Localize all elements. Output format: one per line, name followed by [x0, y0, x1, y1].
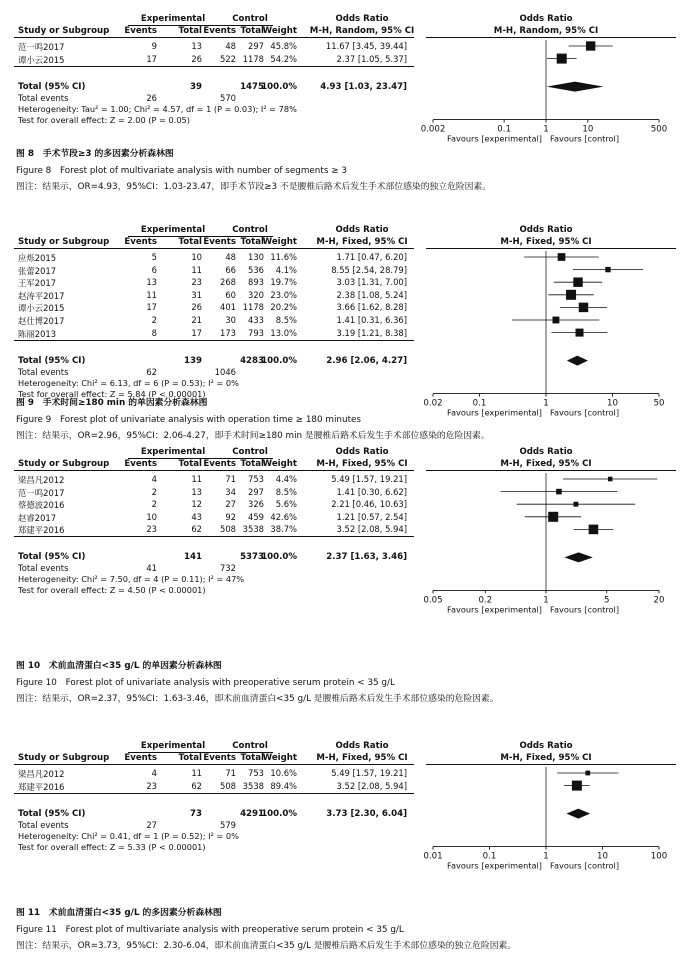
- experimental-events: 23: [146, 524, 157, 535]
- control-total: 1178: [242, 302, 264, 313]
- study-or-ci: 3.03 [1.31, 7.00]: [336, 277, 407, 288]
- control-grand-total: 4291: [240, 808, 264, 819]
- study-weight: 5.6%: [275, 499, 297, 510]
- total-weight: 100.0%: [261, 808, 297, 819]
- experimental-total-events: 41: [146, 563, 157, 574]
- odds-ratio-header: Odds Ratio: [335, 741, 389, 751]
- experimental-events: 5: [151, 252, 157, 262]
- control-total-header: Total: [240, 753, 264, 763]
- control-events: 92: [225, 511, 236, 522]
- total-label: Total (95% CI): [18, 81, 86, 92]
- study-marker: [572, 781, 582, 791]
- control-total-events: 570: [220, 92, 236, 103]
- figure-caption-cn: 图 11 术前血清蛋白<35 g/L 的多因素分析森林图: [16, 908, 222, 918]
- study-or-ci: 3.52 [2.08, 5.94]: [336, 524, 407, 535]
- x-tick-label: 0.1: [497, 124, 511, 135]
- heterogeneity-text: Heterogeneity: Chi² = 7.50, df = 4 (P = 0.11); I² = 47%: [18, 574, 245, 585]
- experimental-total: 13: [191, 486, 202, 497]
- study-or-ci: 1.21 [0.57, 2.54]: [336, 511, 407, 522]
- weight-header: Weight: [262, 459, 297, 469]
- total-weight: 100.0%: [261, 81, 297, 92]
- control-events: 173: [220, 327, 236, 338]
- total-events-label: Total events: [18, 92, 69, 103]
- control-grand-total: 5373: [240, 552, 264, 563]
- control-total: 893: [248, 277, 264, 288]
- method-header: M-H, Fixed, 95% CI: [316, 459, 408, 469]
- control-events: 508: [220, 780, 236, 791]
- x-tick-label: 500: [650, 124, 668, 135]
- forest-plot: [0, 447, 700, 647]
- method-header: M-H, Fixed, 95% CI: [316, 753, 408, 763]
- x-tick-label: 10: [597, 851, 608, 862]
- study-or-ci: 3.19 [1.21, 8.38]: [336, 327, 407, 338]
- total-weight: 100.0%: [261, 355, 297, 366]
- study-weight: 38.7%: [270, 524, 297, 535]
- control-total: 1178: [242, 53, 264, 64]
- study-marker: [573, 277, 582, 286]
- control-events: 71: [225, 474, 236, 484]
- total-or-ci: 2.96 [2.06, 4.27]: [326, 355, 407, 366]
- study-marker: [556, 489, 562, 495]
- weight-header: Weight: [262, 26, 297, 36]
- control-events: 30: [225, 315, 236, 325]
- study-or-ci: 2.38 [1.08, 5.24]: [336, 289, 407, 300]
- study-name: 应烁2015: [18, 253, 57, 263]
- experimental-total: 26: [191, 53, 202, 64]
- experimental-events: 17: [146, 53, 157, 64]
- study-weight: 4.4%: [275, 474, 297, 484]
- figure-caption-cn: 图 8 手术节段≥3 的多因素分析森林图: [16, 149, 174, 159]
- figure-caption-en: Figure 9 Forest plot of univariate analysis with operation time ≥ 180 minutes: [16, 415, 362, 425]
- control-total: 459: [248, 511, 264, 522]
- control-total: 433: [248, 315, 264, 325]
- experimental-total: 31: [191, 289, 202, 300]
- study-marker: [589, 525, 599, 535]
- study-weight: 45.8%: [270, 41, 297, 51]
- control-events-header: Events: [203, 26, 236, 36]
- control-header: Control: [232, 741, 268, 751]
- study-marker: [576, 329, 584, 337]
- overall-effect-text: Test for overall effect: Z = 4.50 (P < 0.00001): [18, 585, 206, 596]
- control-total: 320: [248, 289, 264, 300]
- figure-caption-en: Figure 8 Forest plot of multivariate analysis with number of segments ≥ 3: [16, 166, 347, 176]
- control-total-header: Total: [240, 237, 264, 247]
- total-events-label: Total events: [18, 819, 69, 830]
- study-name: 赵涛平2017: [18, 290, 65, 301]
- control-events: 268: [220, 277, 236, 288]
- experimental-grand-total: 141: [184, 552, 202, 563]
- x-tick-label: 0.2: [478, 595, 493, 606]
- study-or-ci: 3.52 [2.08, 5.94]: [336, 780, 407, 791]
- x-tick-label: 50: [653, 398, 665, 409]
- study-name: 王军2017: [18, 278, 57, 289]
- experimental-total: 21: [191, 315, 202, 325]
- experimental-events: 8: [151, 327, 157, 338]
- experimental-events-header: Events: [124, 26, 157, 36]
- x-tick-label: 0.1: [482, 851, 497, 862]
- x-tick-label: 10: [582, 124, 594, 135]
- weight-header: Weight: [262, 237, 297, 247]
- control-events-header: Events: [203, 459, 236, 469]
- experimental-header: Experimental: [140, 741, 206, 751]
- study-or-ci: 5.49 [1.57, 19.21]: [331, 768, 407, 778]
- pooled-diamond: [547, 82, 604, 92]
- control-total: 536: [248, 264, 264, 275]
- experimental-events: 9: [151, 41, 157, 51]
- figure-caption-cn: 图 10 术前血清蛋白<35 g/L 的单因素分析森林图: [16, 661, 222, 671]
- odds-ratio-plot-header: Odds Ratio: [519, 14, 573, 24]
- experimental-total: 62: [191, 780, 202, 791]
- study-marker: [605, 267, 610, 272]
- odds-ratio-header: Odds Ratio: [335, 225, 389, 235]
- study-name: 谭小云2015: [18, 54, 65, 65]
- experimental-total: 62: [191, 524, 202, 535]
- control-grand-total: 4283: [240, 355, 264, 366]
- study-weight: 10.6%: [270, 768, 297, 778]
- study-marker: [579, 303, 588, 312]
- total-label: Total (95% CI): [18, 355, 86, 366]
- pooled-diamond: [567, 356, 588, 366]
- study-or-ci: 11.67 [3.45, 39.44]: [325, 41, 407, 51]
- control-events: 71: [225, 768, 236, 778]
- plot-method-header: M-H, Fixed, 95% CI: [500, 459, 592, 469]
- study-name: 蔡德波2016: [18, 500, 65, 511]
- favours-experimental-label: Favours [experimental]: [447, 407, 542, 418]
- control-events: 60: [225, 289, 236, 300]
- control-total: 297: [248, 41, 264, 51]
- control-total-events: 732: [220, 563, 236, 574]
- control-total-header: Total: [240, 26, 264, 36]
- experimental-total-events: 62: [146, 366, 157, 377]
- experimental-header: Experimental: [140, 225, 206, 235]
- study-marker: [608, 477, 613, 482]
- x-tick-label: 1: [543, 124, 549, 135]
- experimental-events-header: Events: [124, 237, 157, 247]
- study-weight: 8.5%: [275, 486, 297, 497]
- figure-caption-en: Figure 11 Forest plot of multivariate analysis with preoperative serum protein < 35 g/L: [16, 925, 404, 935]
- plot-method-header: M-H, Fixed, 95% CI: [500, 237, 592, 247]
- control-header: Control: [232, 225, 268, 235]
- experimental-total: 10: [191, 252, 202, 262]
- control-events: 48: [225, 41, 236, 51]
- study-weight: 54.2%: [270, 53, 297, 64]
- study-marker: [552, 317, 559, 324]
- control-total: 326: [248, 499, 264, 510]
- figure-note: 图注：结果示，OR=4.93，95%CI：1.03-23.47，即手术节段≥3 不是腰椎后路术后发生手术部位感染的独立危险因素。: [16, 182, 492, 192]
- control-total: 753: [248, 474, 264, 484]
- method-header: M-H, Random, 95% CI: [309, 26, 415, 36]
- experimental-grand-total: 139: [184, 355, 202, 366]
- study-header: Study or Subgroup: [18, 753, 110, 763]
- experimental-events: 4: [151, 474, 157, 484]
- pooled-diamond: [566, 809, 590, 819]
- experimental-total: 11: [191, 768, 202, 778]
- forest-figure: [0, 447, 700, 647]
- total-weight: 100.0%: [261, 552, 297, 563]
- study-or-ci: 1.41 [0.30, 6.62]: [336, 486, 407, 497]
- experimental-events: 23: [146, 780, 157, 791]
- total-events-label: Total events: [18, 563, 69, 574]
- study-header: Study or Subgroup: [18, 237, 110, 247]
- study-name: 郑建平2016: [18, 781, 65, 792]
- experimental-total: 23: [191, 277, 202, 288]
- control-total: 3538: [242, 780, 264, 791]
- study-name: 梁昌凡2012: [18, 769, 65, 779]
- experimental-header: Experimental: [140, 447, 206, 457]
- study-marker: [573, 502, 578, 507]
- experimental-header: Experimental: [140, 14, 206, 24]
- control-events: 508: [220, 524, 236, 535]
- study-weight: 13.0%: [270, 327, 297, 338]
- control-total: 297: [248, 486, 264, 497]
- experimental-total: 26: [191, 302, 202, 313]
- favours-experimental-label: Favours [experimental]: [447, 860, 542, 871]
- control-total: 793: [248, 327, 264, 338]
- figure-caption-en: Figure 10 Forest plot of univariate analysis with preoperative serum protein < 35 g/L: [16, 678, 395, 688]
- pooled-diamond: [564, 552, 592, 562]
- study-name: 范一鸣2017: [18, 487, 65, 498]
- study-or-ci: 8.55 [2.54, 28.79]: [331, 264, 407, 275]
- study-weight: 23.0%: [270, 289, 297, 300]
- experimental-total-header: Total: [178, 237, 202, 247]
- study-name: 张蕾2017: [18, 265, 57, 276]
- favours-control-label: Favours [control]: [550, 860, 620, 871]
- study-marker: [585, 771, 590, 776]
- control-total-header: Total: [240, 459, 264, 469]
- study-marker: [558, 253, 566, 261]
- experimental-total: 13: [191, 41, 202, 51]
- experimental-events-header: Events: [124, 753, 157, 763]
- control-events: 27: [225, 499, 236, 510]
- x-tick-label: 0.05: [423, 595, 443, 606]
- total-label: Total (95% CI): [18, 808, 86, 819]
- experimental-events-header: Events: [124, 459, 157, 469]
- study-weight: 19.7%: [270, 277, 297, 288]
- study-header: Study or Subgroup: [18, 26, 110, 36]
- control-header: Control: [232, 447, 268, 457]
- favours-control-label: Favours [control]: [550, 604, 620, 615]
- experimental-total: 43: [191, 511, 202, 522]
- experimental-total: 17: [191, 327, 202, 338]
- study-name: 范一鸣2017: [18, 42, 65, 52]
- study-name: 陈丽2013: [18, 328, 57, 339]
- study-name: 赵睿2017: [18, 512, 57, 523]
- study-weight: 20.2%: [270, 302, 297, 313]
- heterogeneity-text: Heterogeneity: Chi² = 0.41, df = 1 (P = 0.52); I² = 0%: [18, 830, 239, 841]
- experimental-total-header: Total: [178, 26, 202, 36]
- x-tick-label: 1: [543, 851, 549, 862]
- study-name: 梁昌凡2012: [18, 475, 65, 485]
- heterogeneity-text: Heterogeneity: Tau² = 1.00; Chi² = 4.57, df = 1 (P = 0.03); I² = 78%: [18, 103, 297, 114]
- study-marker: [566, 290, 576, 300]
- total-or-ci: 4.93 [1.03, 23.47]: [320, 81, 407, 92]
- control-events: 401: [220, 302, 236, 313]
- experimental-total: 11: [191, 264, 202, 275]
- study-marker: [557, 54, 567, 64]
- control-events: 34: [225, 486, 236, 497]
- study-name: 郑建平2016: [18, 525, 65, 536]
- odds-ratio-header: Odds Ratio: [335, 447, 389, 457]
- x-tick-label: 0.1: [472, 398, 487, 409]
- experimental-total-header: Total: [178, 459, 202, 469]
- control-total-events: 579: [220, 819, 236, 830]
- experimental-total-events: 26: [146, 92, 157, 103]
- control-events: 522: [220, 53, 236, 64]
- control-events-header: Events: [203, 753, 236, 763]
- experimental-total-header: Total: [178, 753, 202, 763]
- experimental-grand-total: 39: [190, 81, 202, 92]
- experimental-events: 6: [151, 264, 157, 275]
- study-name: 赵仕博2017: [18, 316, 65, 326]
- study-name: 谭小云2015: [18, 303, 65, 314]
- control-total-events: 1046: [214, 366, 236, 377]
- experimental-total-events: 27: [146, 819, 157, 830]
- study-weight: 11.6%: [270, 252, 297, 262]
- control-events-header: Events: [203, 237, 236, 247]
- figure-note: 图注：结果示，OR=2.37，95%CI：1.63-3.46，即术前血清蛋白<35 g/L 是腰椎后路术后发生手术部位感染的危险因素。: [16, 694, 499, 704]
- study-header: Study or Subgroup: [18, 459, 110, 469]
- experimental-events: 2: [151, 486, 157, 497]
- x-tick-label: 5: [603, 595, 610, 606]
- experimental-total: 12: [191, 499, 202, 510]
- x-tick-label: 0.01: [423, 851, 443, 862]
- control-events: 66: [225, 264, 236, 275]
- method-header: M-H, Fixed, 95% CI: [316, 237, 408, 247]
- study-marker: [548, 512, 558, 522]
- experimental-events: 17: [146, 302, 157, 313]
- study-weight: 89.4%: [270, 780, 297, 791]
- odds-ratio-plot-header: Odds Ratio: [519, 225, 573, 235]
- favours-control-label: Favours [control]: [550, 133, 620, 144]
- total-events-label: Total events: [18, 366, 69, 377]
- control-grand-total: 1475: [240, 81, 264, 92]
- experimental-events: 2: [151, 315, 157, 325]
- study-or-ci: 2.21 [0.46, 10.63]: [331, 499, 407, 510]
- study-weight: 4.1%: [275, 264, 297, 275]
- control-total: 753: [248, 768, 264, 778]
- control-total: 3538: [242, 524, 264, 535]
- plot-method-header: M-H, Random, 95% CI: [493, 26, 599, 36]
- study-weight: 42.6%: [270, 511, 297, 522]
- favours-experimental-label: Favours [experimental]: [447, 604, 542, 615]
- total-label: Total (95% CI): [18, 552, 86, 563]
- x-tick-label: 0.002: [420, 124, 446, 135]
- control-header: Control: [232, 14, 268, 24]
- x-tick-label: 10: [607, 398, 618, 409]
- odds-ratio-header: Odds Ratio: [335, 14, 389, 24]
- experimental-events: 2: [151, 499, 157, 510]
- experimental-events: 11: [146, 289, 157, 300]
- figure-note: 图注：结果示，OR=3.73，95%CI：2.30-6.04，即术前血清蛋白<35 g/L 是腰椎后路术后发生手术部位感染的独立危险因素。: [16, 941, 517, 951]
- overall-effect-text: Test for overall effect: Z = 5.84 (P < 0.00001): [18, 388, 206, 399]
- favours-control-label: Favours [control]: [550, 407, 620, 418]
- study-or-ci: 1.71 [0.47, 6.20]: [336, 252, 407, 262]
- x-tick-label: 1: [543, 595, 549, 606]
- control-events: 48: [225, 252, 236, 262]
- odds-ratio-plot-header: Odds Ratio: [519, 741, 573, 751]
- figure-note: 图注：结果示，OR=2.96，95%CI：2.06-4.27，即手术时间≥180 min 是腰椎后路术后发生手术部位感染的危险因素。: [16, 431, 490, 441]
- x-tick-label: 0.02: [423, 398, 443, 409]
- overall-effect-text: Test for overall effect: Z = 5.33 (P < 0.00001): [18, 841, 206, 852]
- study-or-ci: 5.49 [1.57, 19.21]: [331, 474, 407, 484]
- experimental-total: 11: [191, 474, 202, 484]
- experimental-events: 10: [146, 511, 157, 522]
- x-tick-label: 20: [653, 595, 665, 606]
- heterogeneity-text: Heterogeneity: Chi² = 6.13, df = 6 (P = 0.53); I² = 0%: [18, 377, 239, 388]
- study-or-ci: 2.37 [1.05, 5.37]: [336, 53, 407, 64]
- study-weight: 8.5%: [275, 315, 297, 325]
- odds-ratio-plot-header: Odds Ratio: [519, 447, 573, 457]
- experimental-events: 13: [146, 277, 157, 288]
- weight-header: Weight: [262, 753, 297, 763]
- experimental-grand-total: 73: [190, 808, 202, 819]
- experimental-events: 4: [151, 768, 157, 778]
- total-or-ci: 2.37 [1.63, 3.46]: [326, 552, 407, 563]
- plot-method-header: M-H, Fixed, 95% CI: [500, 753, 592, 763]
- study-or-ci: 1.41 [0.31, 6.36]: [336, 315, 407, 325]
- x-tick-label: 1: [543, 398, 549, 409]
- x-tick-label: 100: [650, 851, 668, 862]
- study-or-ci: 3.66 [1.62, 8.28]: [336, 302, 407, 313]
- control-total: 130: [248, 252, 264, 262]
- favours-experimental-label: Favours [experimental]: [447, 133, 542, 144]
- overall-effect-text: Test for overall effect: Z = 2.00 (P = 0.05): [18, 114, 190, 125]
- study-marker: [586, 41, 595, 50]
- total-or-ci: 3.73 [2.30, 6.04]: [326, 808, 407, 819]
- figure-caption-cn: 图 9 手术时间≥180 min 的单因素分析森林图: [16, 398, 208, 408]
